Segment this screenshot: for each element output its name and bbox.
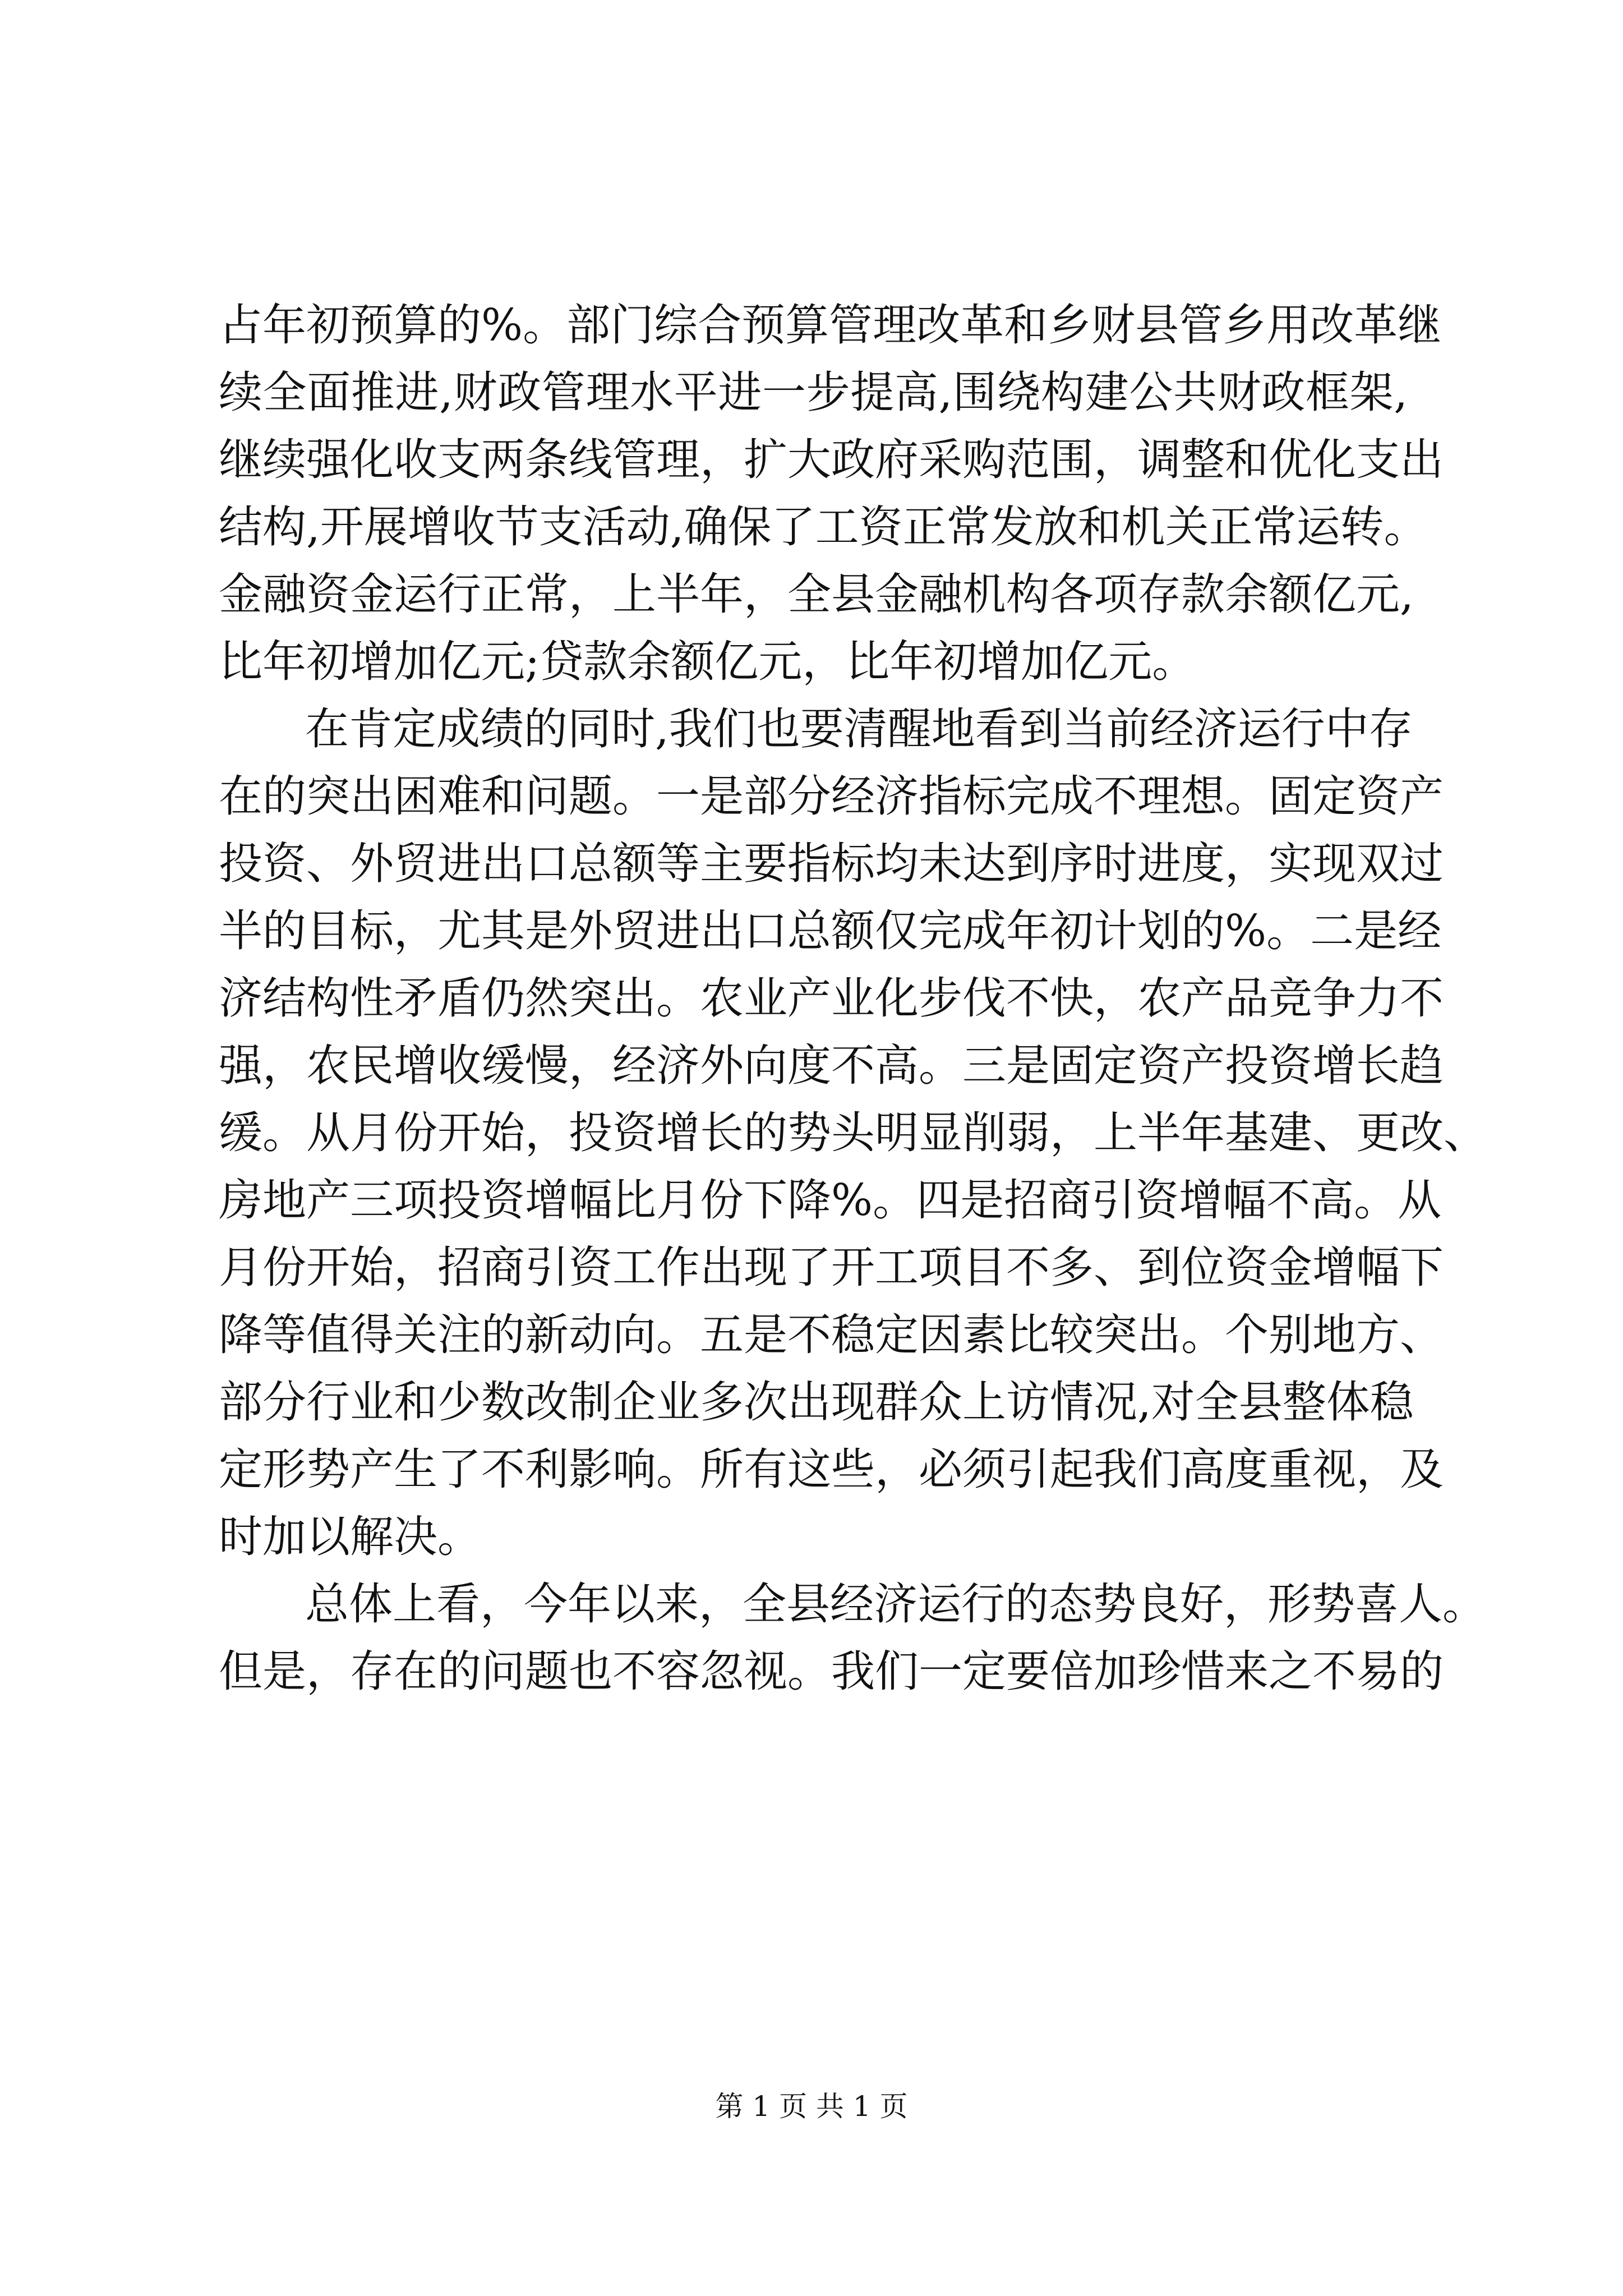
text-line: 时加以解决。 (219, 1512, 482, 1562)
body-text (219, 292, 1488, 1705)
text-line: 占年初预算的%。部门综合预算管理改革和乡财县管乡用改革继 (219, 300, 1442, 351)
text-line: 总体上看，今年以来，全县经济运行的态势良好，形势喜人。 (305, 1579, 1487, 1630)
text-line: 在肯定成绩的同时,我们也要清醒地看到当前经济运行中存 (305, 704, 1413, 754)
text-line: 缓。从月份开始，投资增长的势头明显削弱，上半年基建、更改、 (219, 1108, 1488, 1158)
text-line: 续全面推进,财政管理水平进一步提高,围绕构建公共财政框架, (219, 367, 1408, 418)
text-line: 投资、外贸进出口总额等主要指标均未达到序时进度，实现双过 (219, 839, 1444, 889)
text-line: 月份开始，招商引资工作出现了开工项目不多、到位资金增幅下 (219, 1243, 1444, 1293)
text-line: 定形势产生了不利影响。所有这些，必须引起我们高度重视，及 (219, 1444, 1444, 1495)
text-line: 金融资金运行正常，上半年，全县金融机构各项存款余额亿元, (219, 569, 1414, 620)
text-line: 在的突出困难和问题。一是部分经济指标完成不理想。固定资产 (219, 771, 1444, 822)
text-line: 但是，存在的问题也不容忽视。我们一定要倍加珍惜来之不易的 (219, 1646, 1444, 1697)
text-line: 继续强化收支两条线管理，扩大政府采购范围，调整和优化支出 (219, 435, 1444, 485)
text-line: 强，农民增收缓慢，经济外向度不高。三是固定资产投资增长趋 (219, 1041, 1444, 1091)
text-line: 降等值得关注的新动向。五是不稳定因素比较突出。个别地方、 (219, 1310, 1444, 1360)
page-footer: 第 1 页 共 1 页 (715, 2090, 908, 2123)
text-line: 半的目标，尤其是外贸进出口总额仅完成年初计划的%。二是经 (219, 906, 1442, 956)
text-line: 济结构性矛盾仍然突出。农业产业化步伐不快，农产品竞争力不 (219, 973, 1444, 1024)
text-line: 房地产三项投资增幅比月份下降%。四是招商引资增幅不高。从 (219, 1175, 1442, 1226)
text-line: 比年初增加亿元;贷款余额亿元，比年初增加亿元。 (219, 637, 1196, 687)
text-line: 部分行业和少数改制企业多次出现群众上访情况,对全县整体稳 (219, 1377, 1414, 1428)
text-line: 结构,开展增收节支活动,确保了工资正常发放和机关正常运转。 (219, 502, 1428, 553)
